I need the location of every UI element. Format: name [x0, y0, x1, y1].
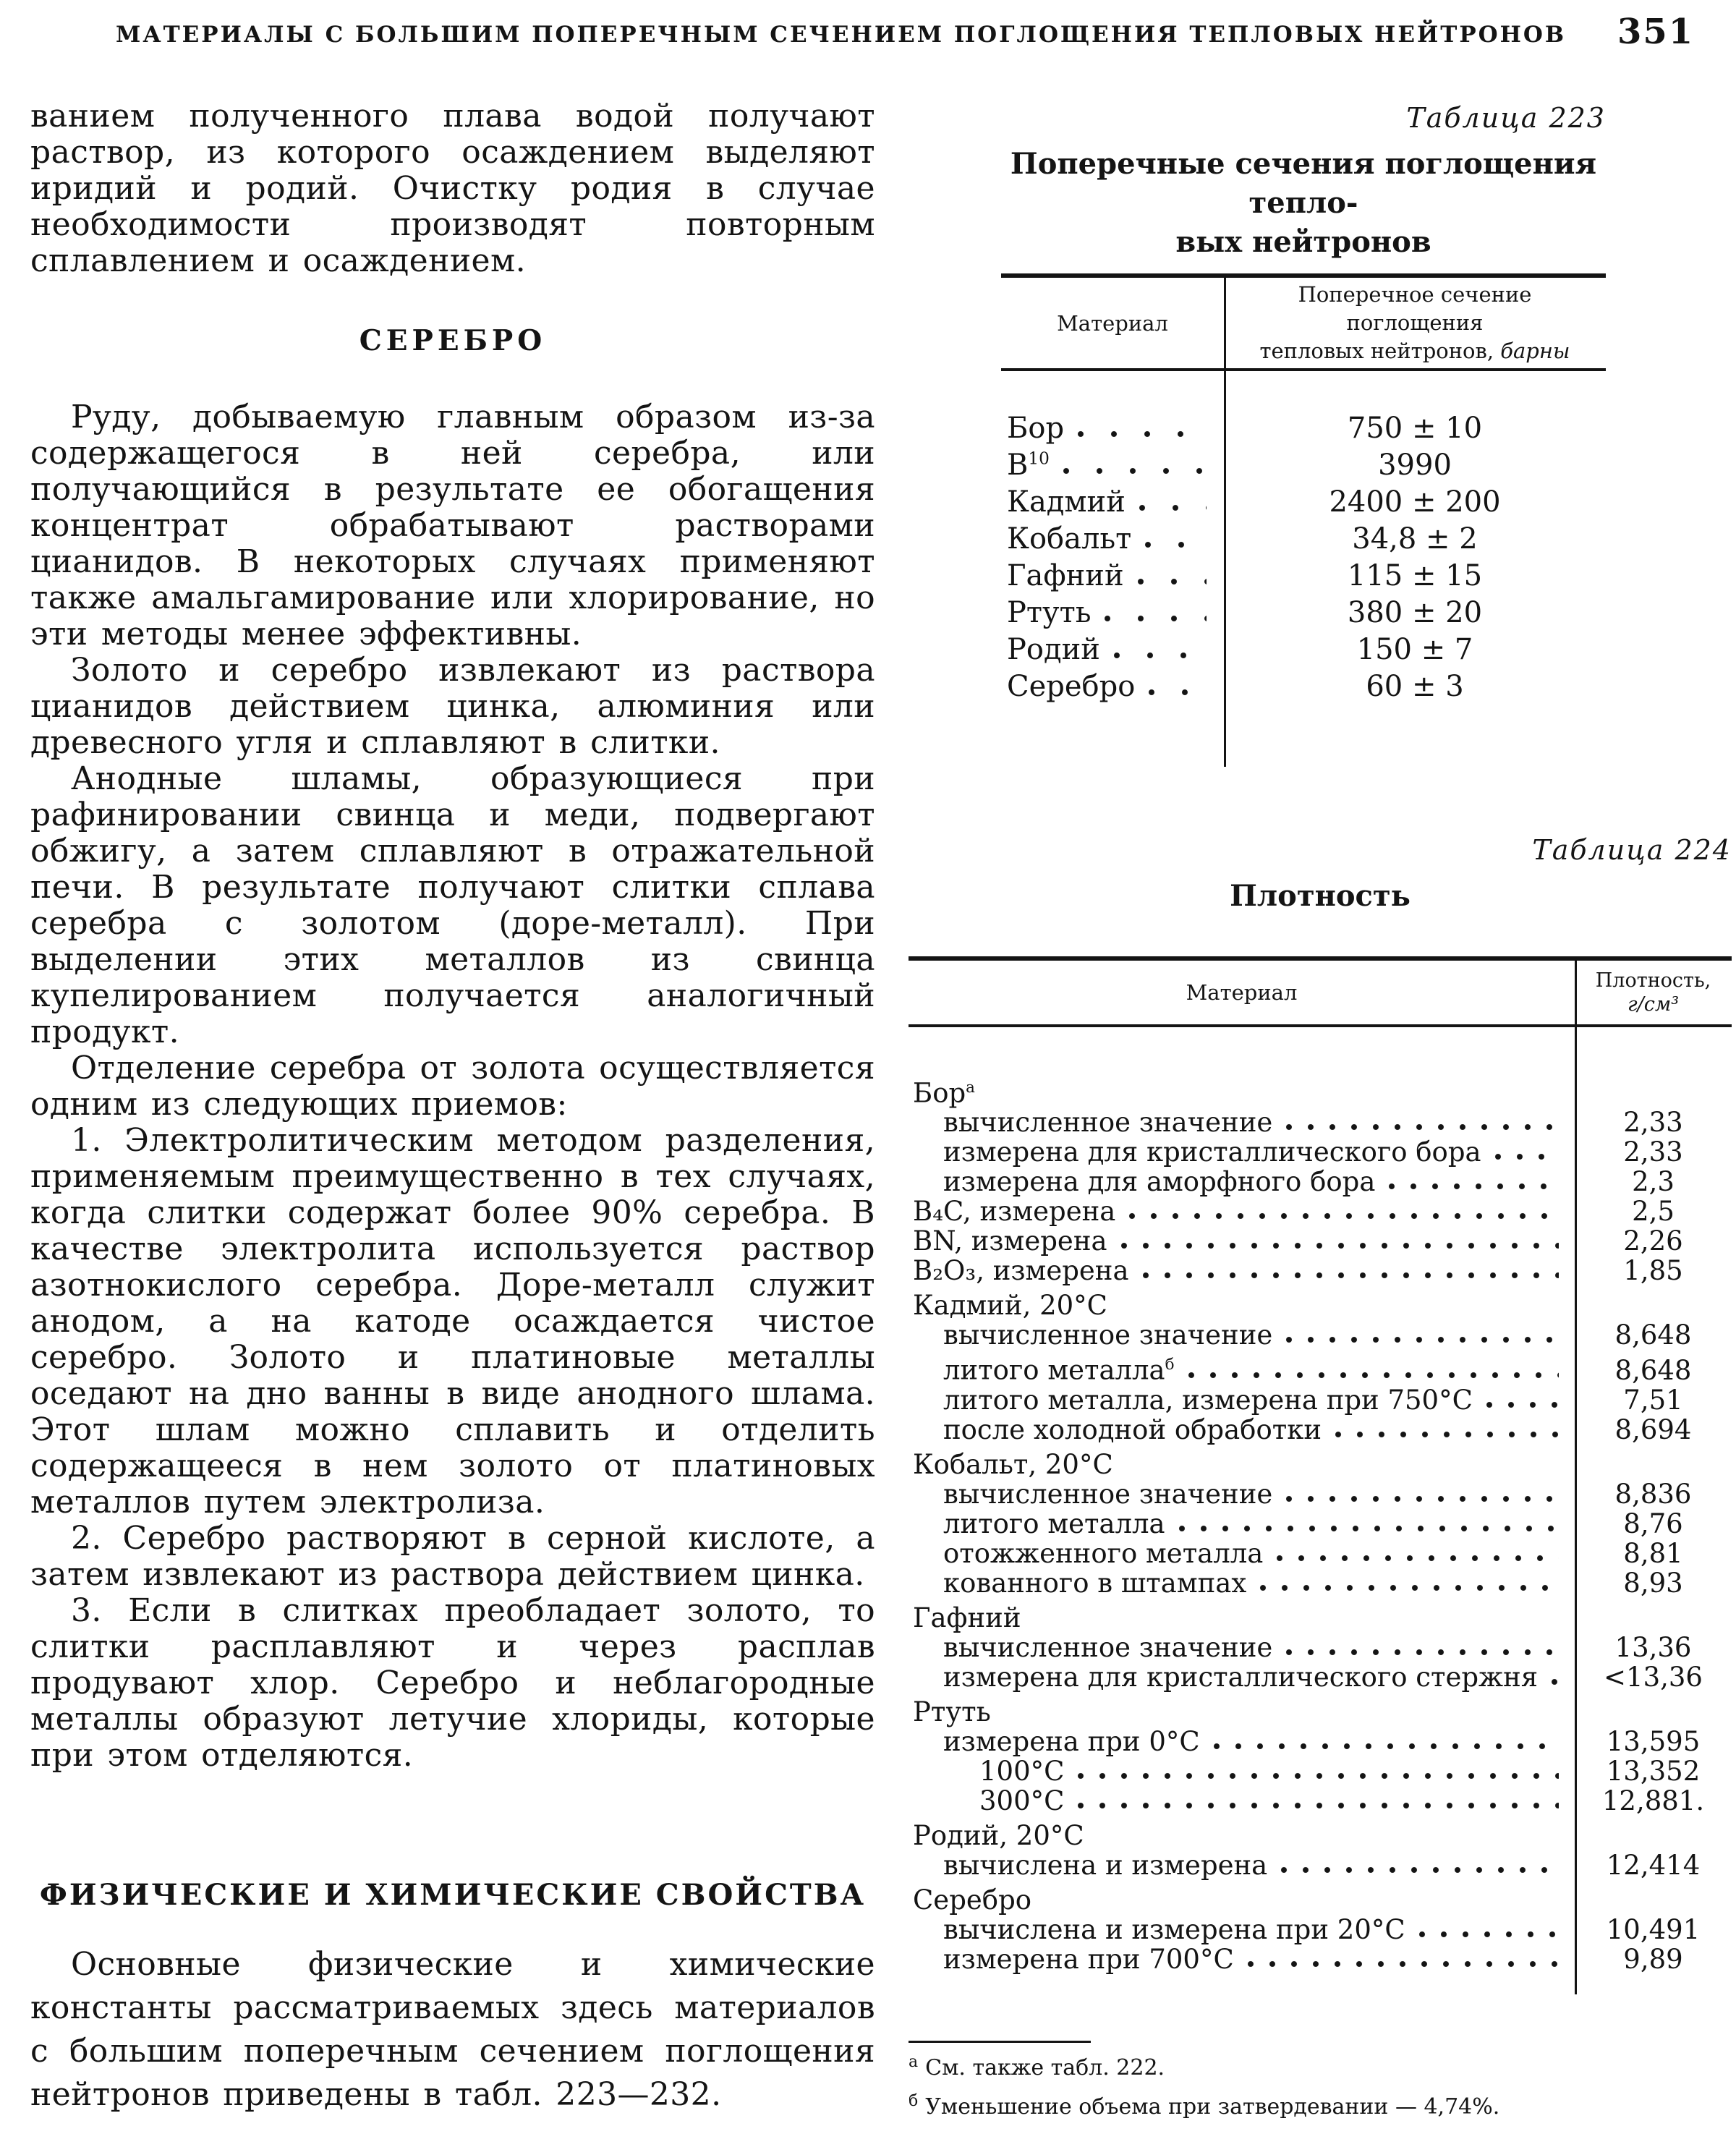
dot-leader — [1551, 1678, 1559, 1686]
row-value: 1,85 — [1623, 1255, 1683, 1287]
row-value: 13,36 — [1614, 1631, 1692, 1663]
row-label: $В^{10}$ — [1007, 449, 1050, 482]
dot-leader — [1142, 1272, 1559, 1280]
row-value: 8,93 — [1623, 1567, 1683, 1599]
dot-leader — [1335, 1431, 1559, 1439]
dot-leader — [1285, 1123, 1559, 1131]
running-title: МАТЕРИАЛЫ С БОЛЬШИМ ПОПЕРЕЧНЫМ СЕЧЕНИЕМ ПОГЛОЩЕНИЯ ТЕПЛОВЫХ НЕЙТРОНОВ — [116, 22, 1567, 48]
row-label: вычислена и измерена — [943, 1849, 1268, 1881]
continued-paragraph: ванием полученного плава водой получают раствор, из которого осаждением выделяют иридий и родий. Очистку родия в случае необходимости производят повторным сплавлением и осаждением. — [30, 98, 875, 279]
row-label: литого металла$^б$ — [943, 1354, 1175, 1386]
table-224 — [909, 833, 1732, 2121]
table-row — [909, 1568, 1732, 1598]
dot-leader — [1104, 615, 1207, 623]
table-row — [909, 1256, 1732, 1285]
row-label: B₄C, измерена — [913, 1196, 1116, 1228]
row-label: Родий, 20°С — [913, 1819, 1084, 1851]
table-row — [909, 1786, 1732, 1816]
table-row — [909, 1073, 1732, 1108]
row-value: 12,414 — [1606, 1849, 1701, 1881]
row-label: Серебро — [913, 1884, 1032, 1916]
table-223-body — [1001, 371, 1606, 707]
row-label: кованного в штампах — [943, 1567, 1247, 1599]
dot-leader — [1178, 1525, 1559, 1533]
paragraph: Золото и серебро извлекают из раствора цианидов действием цинка, алюминия или древесного угля и сплавляют в слитки. — [30, 652, 875, 761]
footnote — [909, 2049, 1732, 2082]
table-row — [909, 1479, 1732, 1509]
table-row — [909, 1167, 1732, 1196]
column-header-material: Материал — [1057, 310, 1168, 336]
row-label: Кобальт, 20°С — [913, 1448, 1113, 1480]
header-line2: тепловых нейтронов, — [1259, 339, 1501, 363]
table-row — [1001, 485, 1606, 522]
paragraph: Руду, добываемую главным образом из-за содержащегося в ней серебра, или получающийся в результате ее обогащения концентрат обрабатывают растворами цианидов. В некоторых случаях применяют также амальгамирование или хлорирование, но эти методы менее эффективны. — [30, 399, 875, 652]
table-row — [909, 1662, 1732, 1692]
paragraph: 3. Если в слитках преобладает золото, то слитки расплавляют и через расплав продувают хлор. Серебро и неблагородные металлы образуют летучие хлориды, которые при этом отделяются. — [30, 1592, 875, 1774]
row-label: 300°С — [979, 1785, 1065, 1816]
table-row — [1001, 522, 1606, 559]
table-row — [909, 1509, 1732, 1539]
section-heading-silver: СЕРЕБРО — [359, 324, 547, 357]
paragraph: Анодные шламы, образующиеся при рафинировании свинца и меди, подвергают обжигу, а затем сплавляют в отражательной печи. В результате получают слитки сплава серебра с золотом (доре-металл). При выделении этих металлов из свинца купелированием получается аналогичный продукт. — [30, 760, 875, 1050]
row-value: 8,76 — [1623, 1508, 1683, 1539]
row-value: 2400 ± 200 — [1329, 485, 1501, 519]
row-value: 380 ± 20 — [1347, 596, 1483, 629]
column-header-material: Материал — [1186, 980, 1298, 1005]
row-value: 115 ± 15 — [1347, 559, 1483, 592]
table-row — [909, 1603, 1732, 1633]
dot-leader — [1120, 1242, 1559, 1250]
row-label: Родий — [1007, 633, 1100, 666]
body-paragraphs — [30, 399, 875, 1774]
row-value: 7,51 — [1623, 1384, 1683, 1416]
dot-leader — [1077, 1772, 1559, 1780]
row-label: измерена для кристаллического стержня — [943, 1661, 1539, 1693]
row-label: измерена для кристаллического бора — [943, 1136, 1481, 1168]
row-value: 8,648 — [1614, 1319, 1692, 1351]
row-label: Серебро — [1007, 670, 1136, 703]
footnote-text: Уменьшение объема при затвердевании — 4,74%. — [925, 2093, 1500, 2120]
table-224-footnotes — [909, 2041, 1732, 2121]
row-value: 2,5 — [1632, 1196, 1675, 1228]
table-223 — [1001, 101, 1606, 707]
paragraph: Отделение серебра от золота осуществляется одним из следующих приемов: — [30, 1050, 875, 1123]
footnote-lines — [909, 2049, 1732, 2121]
table-row — [909, 1450, 1732, 1479]
paragraph: 2. Серебро растворяют в серной кислоте, а затем извлекают из раствора действием цинка. — [30, 1520, 875, 1593]
table-row — [909, 1727, 1732, 1756]
row-label: вычисленное значение — [943, 1107, 1273, 1139]
dot-leader — [1259, 1584, 1559, 1592]
table-row — [909, 1350, 1732, 1385]
row-value: 8,81 — [1623, 1537, 1683, 1569]
table-224-title: Плотность — [1230, 879, 1410, 913]
column-header-cross-section — [1224, 281, 1606, 365]
row-label: литого металла, измерена при 750°С — [943, 1384, 1473, 1416]
row-value: 13,595 — [1606, 1725, 1701, 1757]
table-223-title-line1: Поперечные сечения поглощения тепло- — [1010, 147, 1597, 220]
physical-chemical-section — [30, 1878, 875, 2134]
row-label: вычисленное значение — [943, 1319, 1273, 1351]
row-label: BN, измерена — [913, 1225, 1107, 1257]
row-label: литого металла — [943, 1508, 1165, 1539]
table-224-column-divider — [1575, 961, 1577, 1994]
row-label: вычислена и измерена при 20°С — [943, 1913, 1405, 1945]
dot-leader — [1144, 541, 1207, 549]
table-row — [909, 1915, 1732, 1944]
dot-leader — [1285, 1336, 1559, 1344]
row-label: Бор$^а$ — [913, 1077, 975, 1109]
column-header-density — [1575, 969, 1732, 1016]
table-223-column-divider — [1224, 278, 1226, 767]
row-label: Кадмий — [1007, 485, 1126, 519]
row-label: Гафний — [1007, 559, 1124, 592]
row-value: 2,33 — [1623, 1136, 1683, 1168]
table-row — [909, 1633, 1732, 1662]
row-value: 750 ± 10 — [1347, 412, 1483, 445]
row-label: вычисленное значение — [943, 1478, 1273, 1510]
row-value: 2,33 — [1623, 1107, 1683, 1139]
table-row — [909, 1108, 1732, 1137]
dot-leader — [1247, 1960, 1559, 1968]
row-value: 2,26 — [1623, 1225, 1683, 1257]
page-number: 351 — [1617, 12, 1695, 52]
dot-leader — [1285, 1495, 1559, 1503]
table-row — [909, 1885, 1732, 1915]
table-row — [1001, 670, 1606, 707]
dot-leader — [1188, 1372, 1559, 1380]
footnote-marker: б — [909, 2091, 919, 2110]
dot-leader — [1077, 1802, 1559, 1810]
table-row — [909, 1137, 1732, 1167]
dot-leader — [1213, 1743, 1559, 1751]
row-label: после холодной обработки — [943, 1414, 1322, 1445]
table-223-title — [1001, 145, 1606, 262]
table-row — [1001, 559, 1606, 596]
table-row — [909, 1850, 1732, 1880]
row-value: 8,694 — [1614, 1414, 1692, 1445]
footnote-text: См. также табл. 222. — [925, 2054, 1165, 2080]
table-row — [909, 1415, 1732, 1445]
table-row — [909, 1196, 1732, 1226]
row-value: 13,352 — [1606, 1755, 1701, 1787]
table-224-grid — [909, 956, 1732, 1994]
row-label: Кобальт — [1007, 522, 1132, 556]
dot-leader — [1276, 1555, 1559, 1563]
row-label: отожженного металла — [943, 1537, 1264, 1569]
row-label: B₂O₃, измерена — [913, 1255, 1129, 1287]
row-value: 150 ± 7 — [1356, 633, 1473, 666]
table-row — [1001, 449, 1606, 485]
table-223-grid — [1001, 273, 1606, 707]
header-line1: Плотность, — [1595, 969, 1711, 992]
table-224-header-row — [909, 961, 1732, 1027]
dot-leader — [1077, 430, 1207, 438]
footnote — [909, 2088, 1732, 2121]
left-text-column — [30, 98, 875, 1774]
table-row — [909, 1756, 1732, 1786]
dot-leader — [1388, 1183, 1559, 1191]
table-223-header-row — [1001, 278, 1606, 371]
table-row — [909, 1226, 1732, 1256]
row-value: 60 ± 3 — [1366, 670, 1464, 703]
row-label: Кадмий, 20°С — [913, 1290, 1107, 1322]
section-heading-properties: ФИЗИЧЕСКИЕ И ХИМИЧЕСКИЕ СВОЙСТВА — [39, 1878, 867, 1912]
row-value: 8,836 — [1614, 1478, 1692, 1510]
row-value: 34,8 ± 2 — [1352, 522, 1478, 556]
row-value: <13,36 — [1604, 1661, 1703, 1693]
table-row — [1001, 412, 1606, 449]
row-value: 8,648 — [1614, 1354, 1692, 1386]
dot-leader — [1139, 504, 1207, 512]
dot-leader — [1285, 1649, 1559, 1657]
table-row — [909, 1320, 1732, 1350]
row-label: Ртуть — [913, 1696, 991, 1727]
paragraph: 1. Электролитическим методом разделения, применяемым преимущественно в тех случаях, когда слитки содержат более 90% серебра. В качестве электролита используется раствор азотнокислого серебра. Доре-металл служит анодом, а на катоде осаждается чистое серебро. Золото и платиновые металлы оседают на дно ванны в виде анодного шлама. Этот шлам можно сплавить и отделить содержащееся в нем золото от платиновых металлов путем электролиза. — [30, 1122, 875, 1521]
dot-leader — [1494, 1153, 1559, 1161]
dot-leader — [1063, 467, 1207, 475]
table-row — [1001, 596, 1606, 633]
row-label: измерена для аморфного бора — [943, 1166, 1376, 1198]
table-row — [909, 1539, 1732, 1568]
dot-leader — [1137, 578, 1207, 586]
footnote-rule — [909, 2041, 1091, 2043]
dot-leader — [1113, 652, 1207, 660]
dot-leader — [1128, 1212, 1559, 1220]
row-value: 9,89 — [1623, 1943, 1683, 1975]
row-label: измерена при 700°С — [943, 1943, 1234, 1975]
table-row — [909, 1697, 1732, 1727]
header-line2-unit: г/см³ — [1627, 993, 1680, 1016]
row-label: Ртуть — [1007, 596, 1092, 629]
row-value: 12,881. — [1601, 1785, 1705, 1816]
table-row — [909, 1385, 1732, 1415]
row-label: измерена при 0°С — [943, 1725, 1200, 1757]
row-label: Гафний — [913, 1602, 1021, 1633]
dot-leader — [1280, 1866, 1559, 1874]
row-value: 10,491 — [1606, 1913, 1701, 1945]
table-row — [909, 1821, 1732, 1850]
row-value: 2,3 — [1632, 1166, 1675, 1198]
table-224-body — [909, 1027, 1732, 1994]
row-label: Бор — [1007, 412, 1065, 445]
properties-paragraph: Основные физические и химические константы рассматриваемых здесь материалов с большим поперечным сечением поглощения нейтронов приведены в табл. 223—232. — [30, 1946, 875, 2113]
row-value: 3990 — [1378, 449, 1452, 482]
row-label: 100°С — [979, 1755, 1065, 1787]
dot-leader — [1486, 1401, 1559, 1409]
table-224-caption: Таблица 224 — [1532, 834, 1732, 866]
table-223-caption: Таблица 223 — [1406, 102, 1606, 134]
dot-leader — [1148, 689, 1207, 697]
row-label: вычисленное значение — [943, 1631, 1273, 1663]
table-row — [909, 1944, 1732, 1974]
footnote-marker: а — [909, 2052, 919, 2071]
table-row — [1001, 633, 1606, 670]
header-line2-unit: барны — [1500, 339, 1570, 363]
table-row — [909, 1291, 1732, 1320]
table-223-title-line2: вых нейтронов — [1175, 225, 1431, 259]
dot-leader — [1418, 1931, 1559, 1939]
header-line1: Поперечное сечение поглощения — [1298, 282, 1532, 335]
